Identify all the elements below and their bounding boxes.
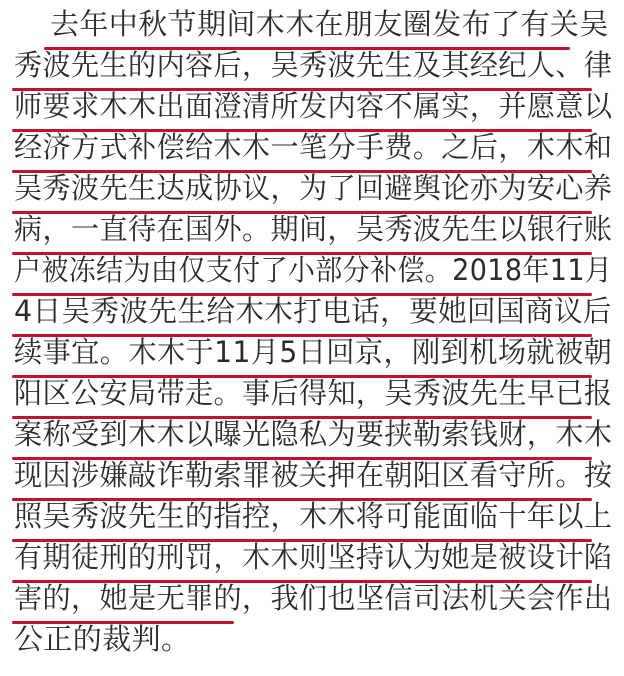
text-line-content: 现因涉嫌敲诈勒索罪被关押在朝阳区看守所。按 [14, 458, 613, 492]
text-line-content: 害的，她是无罪的，我们也坚信司法机关会作出 [14, 581, 613, 615]
text-line-content: 照吴秀波先生的指控，木木将可能面临十年以上 [14, 499, 613, 533]
text-line-content: 经济方式补偿给木木一笔分手费。之后，木木和 [14, 130, 613, 164]
text-line-content: 师要求木木出面澄清所发内容不属实，并愿意以 [14, 89, 613, 123]
text-line-content: 有期徒刑的刑罚，木木则坚持认为她是被设计陷 [14, 540, 613, 574]
text-line [0, 498, 624, 539]
text-line [0, 621, 624, 662]
text-line-content: 4日吴秀波先生给木木打电话，要她回国商议后 [14, 294, 612, 328]
text-line [0, 47, 624, 88]
text-line [0, 211, 624, 252]
text-line-content: 续事宜。木木于11月5日回京，刚到机场就被朝 [14, 335, 613, 369]
text-line-content: 案称受到木木以曝光隐私为要挟勒索钱财，木木 [14, 417, 613, 451]
text-line-content: 去年中秋节期间木木在朋友圈发布了有关吴 [50, 7, 609, 41]
text-line-content: 公正的裁判。 [14, 622, 191, 656]
text-line [0, 539, 624, 580]
text-line [0, 334, 624, 375]
text-line [0, 293, 624, 334]
text-line [0, 88, 624, 129]
text-line-content: 阳区公安局带走。事后得知，吴秀波先生早已报 [14, 376, 613, 410]
text-line [0, 416, 624, 457]
text-line [0, 252, 624, 293]
text-line [0, 170, 624, 211]
text-line [0, 375, 624, 416]
text-line-content: 户被冻结为由仅支付了小部分补偿。2018年11月 [14, 253, 613, 287]
text-line [0, 6, 624, 47]
text-line-content: 吴秀波先生达成协议，为了回避舆论亦为安心养 [14, 171, 613, 205]
text-line [0, 457, 624, 498]
text-line [0, 580, 624, 621]
text-line-content: 秀波先生的内容后，吴秀波先生及其经纪人、律 [14, 48, 613, 82]
text-line-content: 病，一直待在国外。期间，吴秀波先生以银行账 [14, 212, 613, 246]
text-line [0, 129, 624, 170]
